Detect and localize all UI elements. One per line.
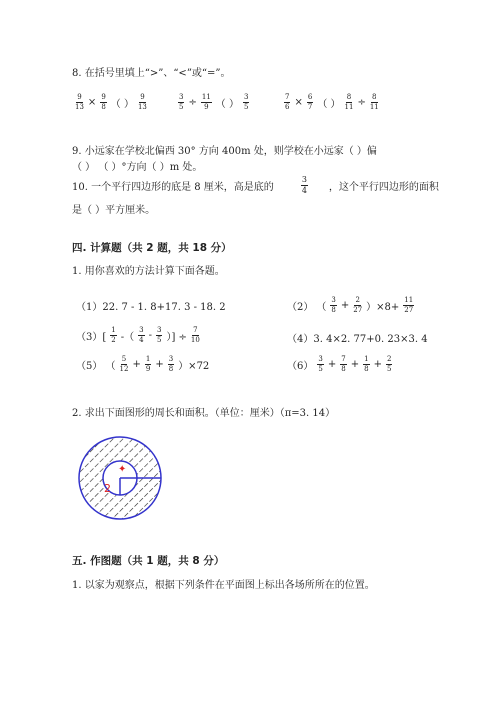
operator: - (148, 330, 152, 341)
operator: × (294, 97, 303, 108)
text: ，这个平行四边形的面积 (328, 182, 439, 193)
fraction: $\frac{1}{9}$ (145, 355, 151, 373)
fraction: $\frac{3}{4}$ (139, 326, 144, 344)
fraction: $\frac{11}{27}$ (404, 296, 414, 314)
section-4-q2-title: 2. 求出下面图形的周长和面积。（单位：厘米）（π=3. 14） (72, 408, 336, 419)
operator: -（ (120, 332, 135, 343)
answer-blank[interactable]: （ ） (317, 99, 341, 110)
operator: + (340, 300, 350, 311)
text: （3）[ (76, 332, 107, 343)
question-10-line-2: 是（ ）平方厘米。 (72, 205, 156, 216)
fraction: $\frac{3}{5}$ (156, 326, 162, 344)
text: （2） (287, 302, 314, 313)
fraction: $\frac{8}{11}$ (369, 93, 379, 111)
fraction: $\frac{9}{13}$ (75, 93, 84, 111)
question-9-line-2: （ ） （ ）°方向（ ）m 处。 (72, 162, 203, 173)
operator: ÷ (188, 97, 197, 108)
fraction: $\frac{3}{8}$ (168, 355, 174, 373)
radius-label: 2 (104, 482, 111, 495)
text: 10. 一个平行四边形的底是 8 厘米，高是底的 (72, 182, 274, 193)
fraction: $\frac{2}{27}$ (353, 296, 363, 314)
fraction: $\frac{3}{4}$ (301, 175, 307, 195)
fraction: $\frac{11}{9}$ (201, 93, 211, 111)
q8-item-3 (283, 94, 380, 111)
operator: + (155, 359, 164, 370)
text: （ (316, 302, 327, 313)
section-4-heading: 四. 计算题（共 2 题，共 18 分） (72, 242, 232, 254)
section-5-q1-title: 1. 以家为观察点，根据下列条件在平面图上标出各场所所在的位置。 (72, 580, 375, 591)
fraction: $\frac{7}{10}$ (190, 326, 200, 344)
answer-blank[interactable]: （ ） (215, 99, 239, 110)
question-8-title: 8. 在括号里填上“>”、“<”或“=”。 (72, 68, 231, 79)
text: ）×8+ (366, 302, 400, 313)
q8-item-1 (74, 94, 148, 111)
fraction: $\frac{3}{8}$ (331, 296, 336, 314)
fraction: $\frac{8}{11}$ (344, 93, 354, 111)
section-4-q1-title: 1. 用你喜欢的方法计算下面各题。 (72, 266, 225, 277)
fraction: $\frac{9}{8}$ (101, 93, 106, 111)
fraction: $\frac{6}{7}$ (307, 93, 313, 111)
operator: + (373, 359, 382, 370)
text: （6） (287, 361, 314, 372)
operator: + (132, 359, 141, 370)
text: ）×72 (178, 361, 210, 372)
operator: + (350, 359, 360, 370)
fraction: $\frac{1}{8}$ (364, 355, 369, 373)
fraction: $\frac{3}{5}$ (179, 93, 184, 111)
fraction: $\frac{1}{2}$ (111, 326, 116, 344)
question-9-line-1: 9. 小远家在学校北偏西 30° 方向 400m 处，则学校在小远家（ ）偏 (72, 146, 377, 157)
fraction: $\frac{2}{5}$ (386, 355, 392, 373)
fraction: $\frac{3}{5}$ (318, 355, 323, 373)
problem-6 (287, 356, 393, 373)
q8-item-2 (177, 94, 250, 111)
problem-3 (76, 327, 201, 344)
text: （5） （ (76, 361, 116, 372)
annulus-figure (72, 430, 168, 526)
fraction: $\frac{3}{5}$ (243, 93, 249, 111)
fraction: $\frac{5}{12}$ (119, 355, 129, 373)
operator: + (327, 359, 337, 370)
problem-5 (76, 356, 209, 373)
problem-1: （1）22. 7 - 1. 8+17. 3 - 18. 2 (76, 302, 226, 313)
problem-4: （4）3. 4×2. 77+0. 23×3. 4 (287, 334, 428, 345)
fraction: $\frac{9}{13}$ (137, 93, 147, 111)
section-5-heading: 五. 作图题（共 1 题，共 8 分） (72, 555, 225, 567)
fraction: $\frac{7}{8}$ (341, 355, 346, 373)
operator: ÷ (357, 97, 366, 108)
text: ）] ÷ (166, 332, 187, 343)
answer-blank[interactable]: （ ） (110, 99, 134, 110)
problem-2 (287, 297, 415, 314)
question-10-line-1 (72, 176, 439, 195)
operator: × (87, 97, 97, 108)
fraction: $\frac{7}{6}$ (285, 93, 290, 111)
center-mark: ✦ (118, 464, 127, 475)
